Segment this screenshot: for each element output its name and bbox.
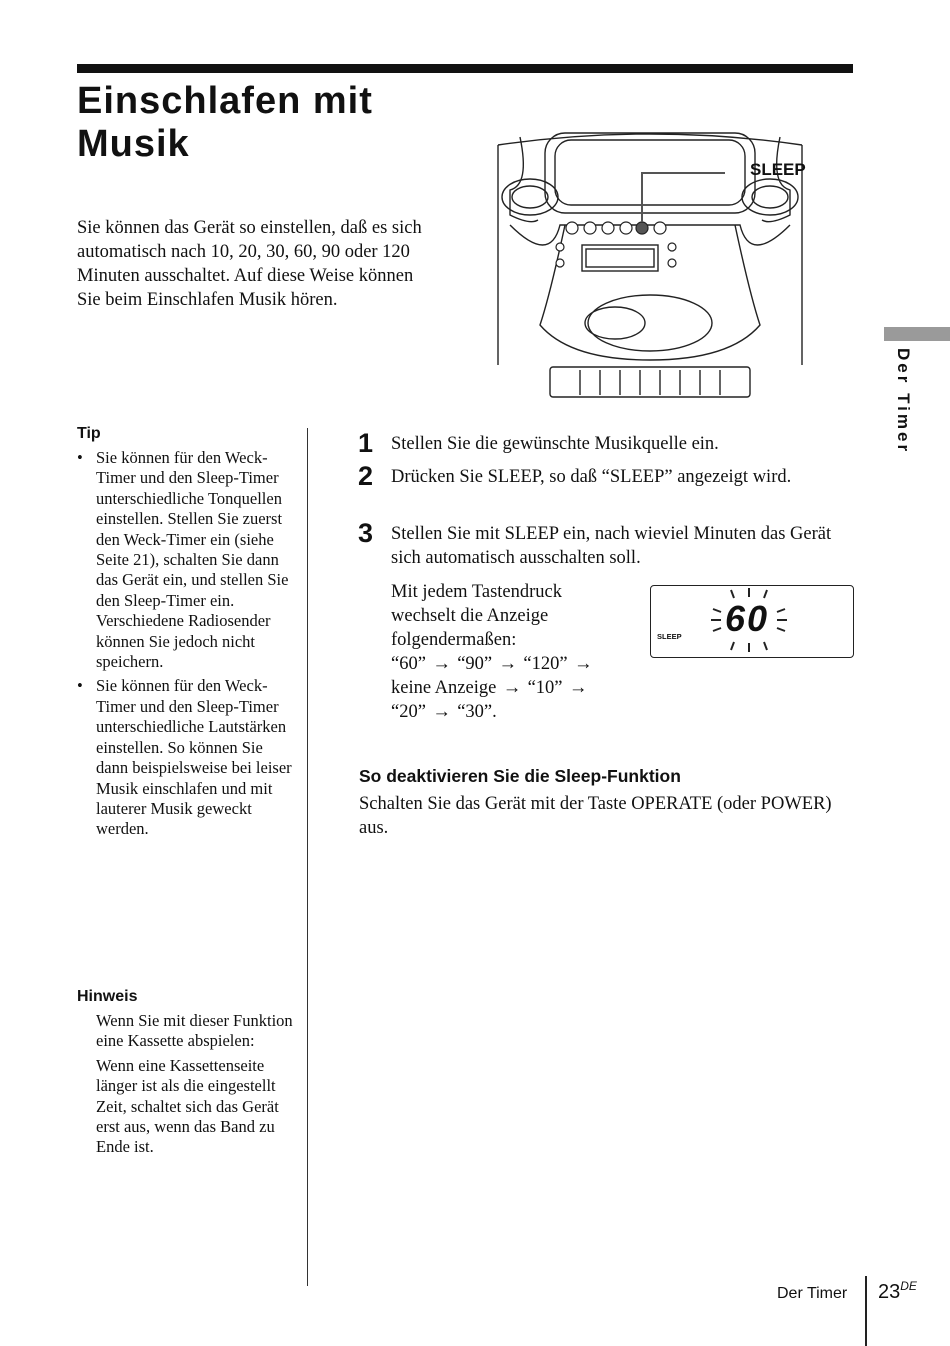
tip-list [77,448,295,844]
sequence-item: “120” [523,654,568,674]
note-body [96,1011,296,1162]
step-number: 3 [358,518,374,548]
arrow-icon: → [432,702,451,722]
deactivate-heading: So deaktivieren Sie die Sleep-Funktion [359,766,681,786]
step3-note [391,580,631,724]
sequence-item: keine Anzeige [391,678,497,698]
page-number-value: 23 [878,1281,901,1303]
footer-divider [865,1276,867,1346]
note-paragraph: Wenn Sie mit dieser Funktion eine Kassette abspielen: [96,1011,293,1051]
note-heading: Hinweis [77,988,138,1005]
tip-heading: Tip [77,425,101,442]
deactivate-text: Schalten Sie das Gerät mit der Taste OPERATE (oder POWER) aus. [359,794,832,838]
arrow-icon: → [498,654,517,674]
lcd-digits: 60 [725,598,770,639]
page-title: Einschlafen mit Musik [77,80,373,165]
sequence-item: “90” [457,654,493,674]
section-tab [884,327,950,341]
footer-section-name: Der Timer [777,1285,848,1302]
sequence-item: “60” [391,654,426,674]
tip-item: • Sie können für den Weck-Timer und den Sleep-Timer unterschiedliche Tonquellen einstellen. Stellen Sie zuerst den Weck-Timer ein (siehe Seite 21), schalten Sie dann das Gerät ein, und stellen Sie den Sleep-Timer ein. Verschiedene Radiosender können Sie jedoch nicht speichern. [77,448,295,672]
sequence-item: “30”. [457,702,497,722]
arrow-icon: → [432,654,451,674]
step-number: 2 [358,461,374,491]
lcd-sleep-label: SLEEP [657,632,682,641]
step-text: Stellen Sie die gewünschte Musikquelle ein. [391,434,719,454]
language-suffix: DE [900,1279,917,1293]
sequence-item: “20” [391,702,426,722]
arrow-icon: → [502,678,522,698]
top-rule [77,64,853,73]
step-number: 1 [358,428,374,458]
intro-paragraph: Sie können das Gerät so einstellen, daß es sich automatisch nach 10, 20, 30, 60, 90 oder 120 Minuten ausschaltet. Auf diese Weise können Sie beim Einschlafen Musik hören. [77,218,422,310]
arrow-icon: → [568,678,588,698]
column-divider [307,428,308,1286]
sequence-item: “10” [527,678,563,698]
step-text: Stellen Sie mit SLEEP ein, nach wieviel Minuten das Gerät sich automatisch ausschalten soll. [391,524,832,568]
sequence-intro: Mit jedem Tastendruck wechselt die Anzeige folgendermaßen: [391,582,562,650]
step-text: Drücken Sie SLEEP, so daß “SLEEP” angezeigt wird. [391,467,792,487]
sleep-callout-label: SLEEP [750,160,806,179]
note-paragraph: Wenn eine Kassettenseite länger ist als die eingestellt Zeit, schaltet sich das Gerät erst aus, wenn das Band zu Ende ist. [96,1055,279,1157]
arrow-icon: → [573,654,593,674]
side-section-label: Der Timer [894,348,913,455]
page-number [878,1281,917,1304]
tip-item: • Sie können für den Weck-Timer und den Sleep-Timer unterschiedliche Lautstärken einstellen. So können Sie dann beispielsweise bei leiser Musik einschlafen und mit lauterer Musik geweckt werden. [77,676,295,839]
lcd-display [650,585,854,658]
